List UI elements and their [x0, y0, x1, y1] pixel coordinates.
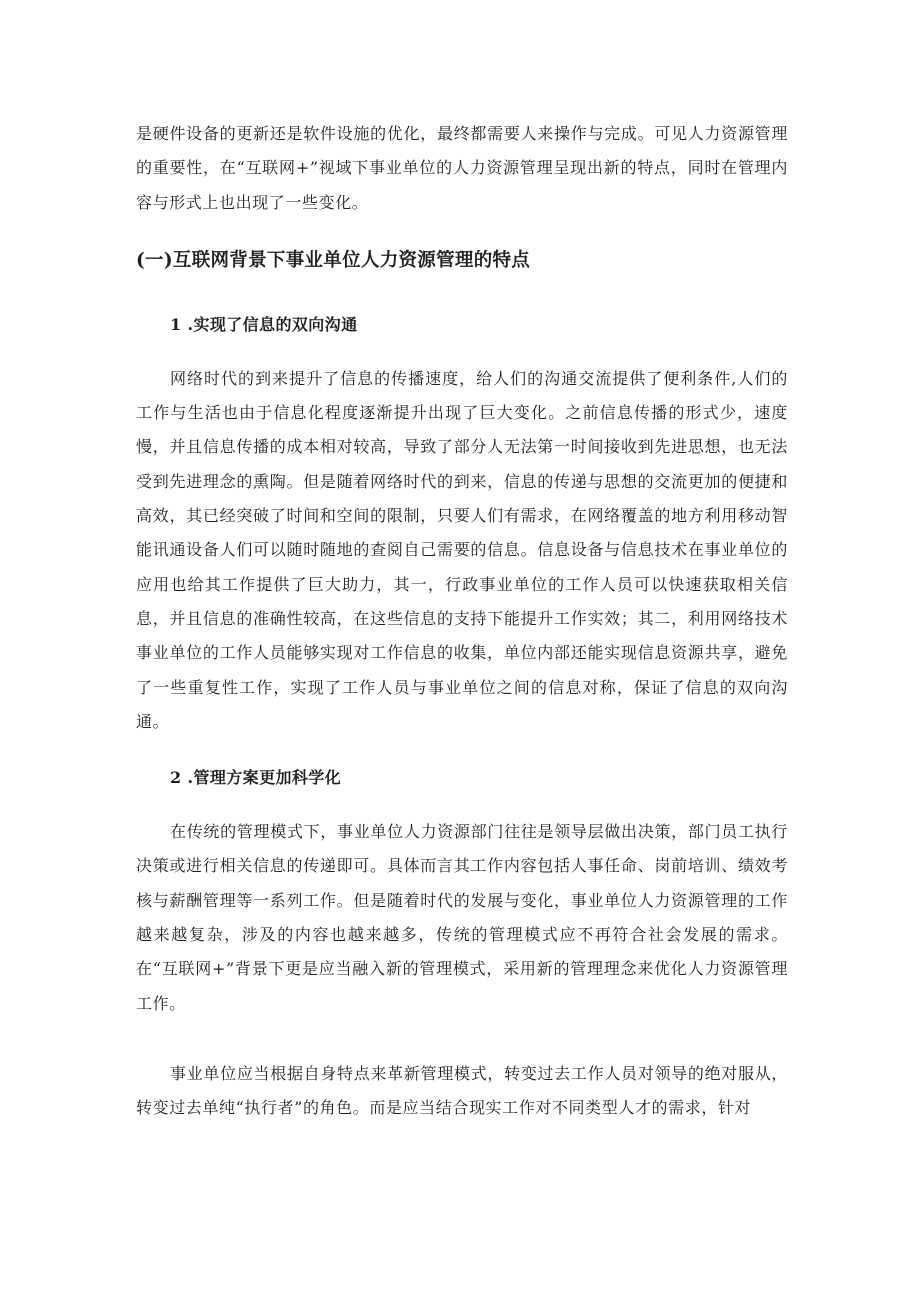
- paragraph-1: 网络时代的到来提升了信息的传播速度，给人们的沟通交流提供了便利条件,人们的工作与生活也由于信息化程度逐渐提升出现了巨大变化。之前信息传播的形式少，速度慢，并且信息传播的成本相对较高，导致了部分人无法第一时间接收到先进思想，也无法受到先进理念的熏陶。但是随着网络时代的到来，信息的传递与思想的交流更加的便捷和高效，其已经突破了时间和空间的限制，只要人们有需求，在网络覆盖的地方利用移动智能讯通设备人们可以随时随地的查阅自己需要的信息。信息设备与信息技术在事业单位的应用也给其工作提供了巨大助力，其一，行政事业单位的工作人员可以快速获取相关信息，并且信息的准确性较高，在这些信息的支持下能提升工作实效；其二，利用网络技术事业单位的工作人员能够实现对工作信息的收集，单位内部还能实现信息资源共享，避免了一些重复性工作，实现了工作人员与事业单位之间的信息对称，保证了信息的双向沟通。: [136, 368, 788, 731]
- intro-paragraph: 是硬件设备的更新还是软件设施的优化，最终都需要人来操作与完成。可见人力资源管理的重要性，在“互联网+”视域下事业单位的人力资源管理呈现出新的特点，同时在管理内容与形式上也出现了一些变化。: [136, 124, 788, 212]
- subheading-2: 2 .管理方案更加科学化: [170, 768, 342, 788]
- subheading-1: 1 .实现了信息的双向沟通: [170, 314, 358, 334]
- paragraph-3: 事业单位应当根据自身特点来革新管理模式，转变过去工作人员对领导的绝对服从，转变过去单纯“执行者”的角色。而是应当结合现实工作对不同类型人才的需求，针对: [136, 1063, 788, 1118]
- paragraph-2: 在传统的管理模式下，事业单位人力资源部门往往是领导层做出决策，部门员工执行决策或进行相关信息的传递即可。具体而言其工作内容包括人事任命、岗前培训、绩效考核与薪酬管理等一系列工作。但是随着时代的发展与变化，事业单位人力资源管理的工作越来越复杂，涉及的内容也越来越多，传统的管理模式应不再符合社会发展的需求。在“互联网+”背景下更是应当融入新的管理模式，采用新的管理理念来优化人力资源管理工作。: [136, 822, 788, 1013]
- document-page: [136, 117, 788, 1126]
- section-heading: (一)互联网背景下事业单位人力资源管理的特点: [136, 249, 531, 271]
